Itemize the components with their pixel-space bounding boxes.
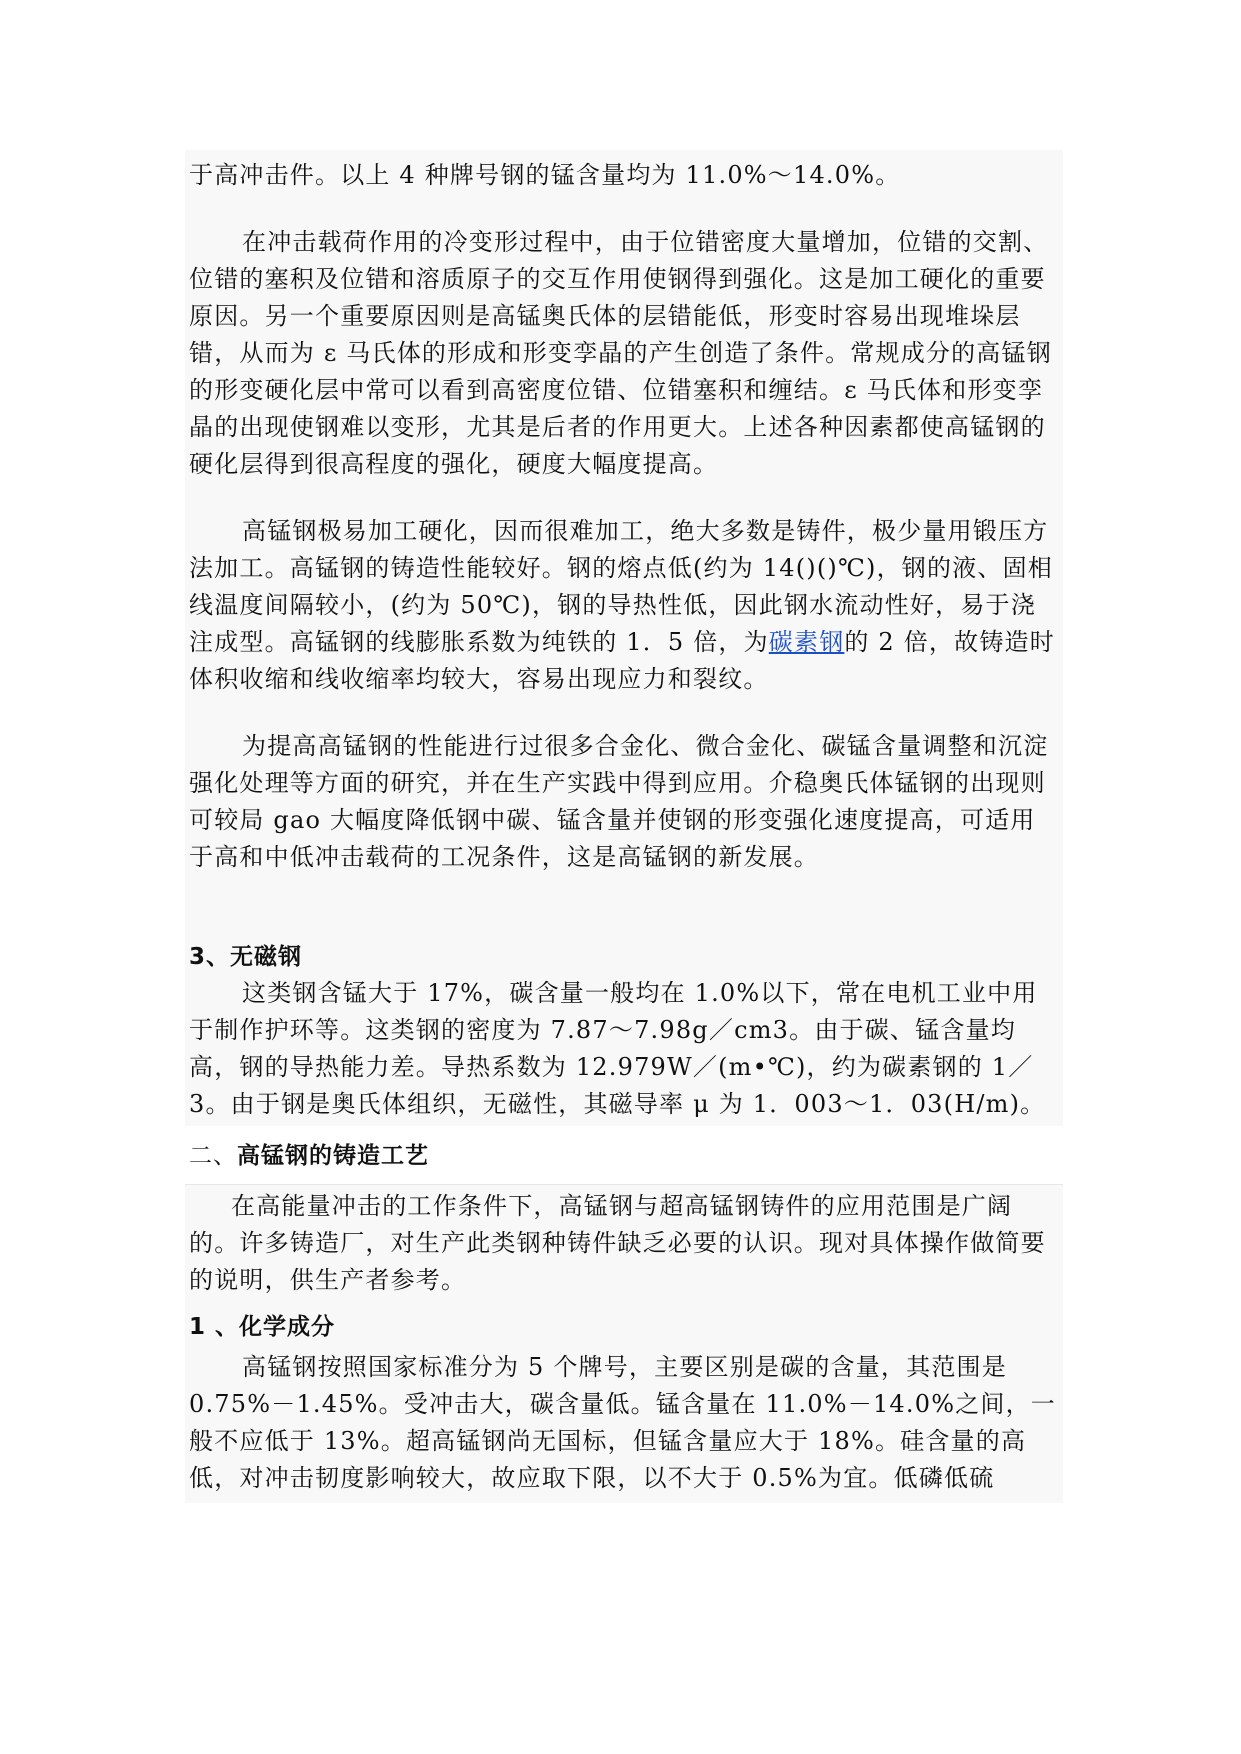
paragraph-alloying: 为提高高锰钢的性能进行过很多合金化、微合金化、碳锰含量调整和沉淀强化处理等方面的研究，并在生产实践中得到应用。介稳奥氏体锰钢的出现则可较局 gao 大幅度降低钢中碳、锰含量并使钢的形变强化速度提高，可适用于高和中低冲击载荷的工况条件，这是高锰钢的新发展。 bbox=[189, 732, 1049, 871]
section-number: 二、 bbox=[189, 1143, 237, 1169]
paragraph-section-intro: 在高能量冲击的工作条件下，高锰钢与超高锰钢铸件的应用范围是广阔的。许多铸造厂，对生产此类钢种铸件缺乏必要的认识。现对具体操作做简要的说明，供生产者参考。 bbox=[189, 1192, 1046, 1294]
heading-chemical-composition: 1 、化学成分 bbox=[189, 1314, 336, 1340]
paragraph-intro-end: 于高冲击件。以上 4 种牌号钢的锰含量均为 11.0%～14.0%。 bbox=[189, 161, 901, 189]
carbon-steel-link[interactable]: 碳素钢 bbox=[768, 628, 845, 656]
paragraph-nonmagnetic-steel: 这类钢含锰大于 17%，碳含量一般均在 1.0%以下，常在电机工业中用于制作护环等。这类钢的密度为 7.87～7.98g／cm3。由于碳、锰含量均高，钢的导热能力差。导热系数为 12.979W／(m•℃)，约为碳素钢的 1／3。由于钢是奥氏体组织，无磁性，其磁导率 μ 为 1．003～1．03(H/m)。 bbox=[189, 979, 1046, 1118]
section-title: 高锰钢的铸造工艺 bbox=[237, 1143, 429, 1169]
upper-text-block bbox=[185, 150, 1063, 1126]
paragraph-work-hardening: 在冲击载荷作用的冷变形过程中，由于位错密度大量增加，位错的交割、位错的塞积及位错和溶质原子的交互作用使钢得到强化。这是加工硬化的重要原因。另一个重要原因则是高锰奥氏体的层错能低，形变时容易出现堆垛层错，从而为 ε 马氏体的形成和形变孪晶的产生创造了条件。常规成分的高锰钢的形变硬化层中常可以看到高密度位错、位错塞积和缠结。ε 马氏体和形变孪晶的出现使钢难以变形，尤其是后者的作用更大。上述各种因素都使高锰钢的硬化层得到很高程度的强化，硬度大幅度提高。 bbox=[189, 228, 1052, 478]
lower-text-block bbox=[185, 1185, 1063, 1503]
paragraph-chemical-composition: 高锰钢按照国家标准分为 5 个牌号，主要区别是碳的含量，其范围是 0.75%－1.45%。受冲击大，碳含量低。锰含量在 11.0%－14.0%之间，一般不应低于 13%。超高锰钢尚无国标，但锰含量应大于 18%。硅含量的高低，对冲击韧度影响较大，故应取下限，以不大于 0.5%为宜。低磷低硫 bbox=[189, 1353, 1056, 1492]
paragraph-casting-properties bbox=[189, 513, 1059, 698]
heading-nonmagnetic-steel: 3、无磁钢 bbox=[189, 944, 303, 970]
casting-text-after-link: 的 2 倍，故铸造时体积收缩和线收缩率均较大，容易出现应力和裂纹。 bbox=[189, 628, 1055, 693]
section-heading-casting-process bbox=[185, 1126, 1063, 1185]
document-content bbox=[185, 150, 1063, 1503]
casting-text-before-link: 高锰钢极易加工硬化，因而很难加工，绝大多数是铸件，极少量用锻压方法加工。高锰钢的铸造性能较好。钢的熔点低(约为 14()()℃)，钢的液、固相线温度间隔较小，(约为 50℃)，钢的导热性低，因此钢水流动性好，易于浇注成型。高锰钢的线膨胀系数为纯铁的 1．5 倍，为 bbox=[189, 517, 1053, 656]
